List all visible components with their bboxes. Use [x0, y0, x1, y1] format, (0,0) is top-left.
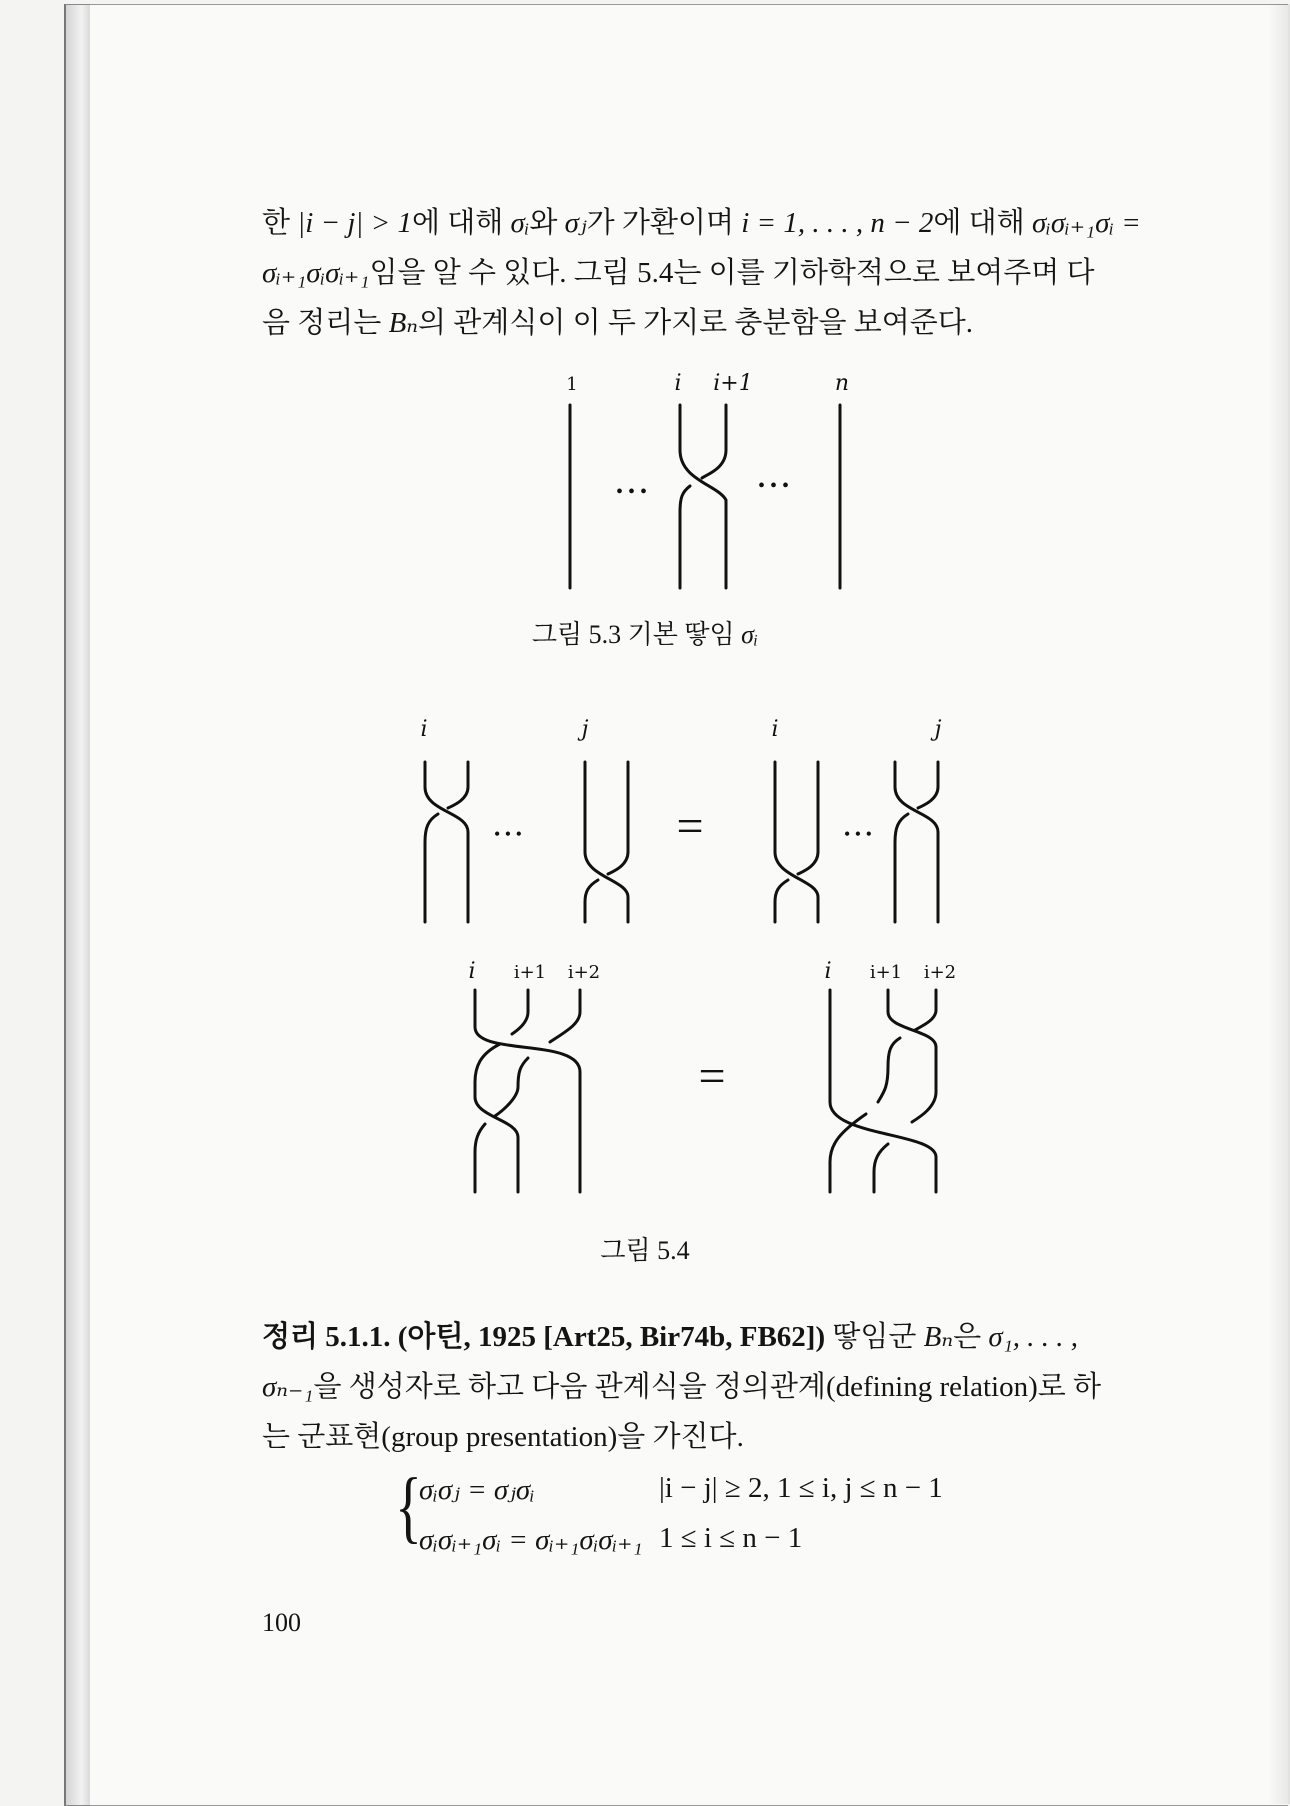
dots: • • • — [844, 824, 872, 844]
strand — [585, 762, 628, 922]
text: 을 생성자로 하고 다음 관계식을 정의관계(defining relation)로 하 — [313, 1371, 1101, 1403]
strand — [895, 762, 938, 922]
dots: • • • — [494, 824, 522, 844]
strand-label-i-plus-1: i+1 — [713, 371, 753, 396]
figure-5-4-caption: 그림 5.4 — [600, 1236, 690, 1265]
strand-label-i: i — [674, 371, 682, 396]
math-inline: Bₙ — [388, 307, 419, 339]
text: 의 관계식이 이 두 가지로 충분함을 보여준다. — [418, 307, 974, 339]
strand — [475, 990, 580, 1192]
caption-math: σᵢ — [741, 620, 759, 649]
paragraph-line-2 — [262, 248, 1162, 298]
strand-crossing-under — [680, 405, 726, 588]
math-inline: Bₙ — [923, 1321, 954, 1353]
label-i: i — [420, 717, 428, 742]
text: 은 — [953, 1321, 989, 1353]
paragraph-line-3 — [262, 298, 1162, 348]
strand — [830, 990, 936, 1192]
math-inline: σᵢ₊₁σᵢσᵢ₊₁ — [262, 257, 370, 289]
strand — [895, 762, 938, 922]
figure-5-4 — [400, 712, 1020, 1212]
math-inline: σ₁, . . . , — [988, 1321, 1079, 1353]
text: 에 대해 — [411, 207, 511, 239]
page-number: 100 — [262, 1608, 301, 1637]
strand — [475, 990, 580, 1192]
equals-sign: = — [676, 800, 704, 853]
strand-label-n: n — [834, 371, 850, 396]
figure-5-3 — [540, 360, 860, 600]
strand — [775, 762, 818, 922]
math-inline: i = 1, . . . , n − 2 — [741, 207, 934, 239]
theorem-line-1 — [262, 1312, 1162, 1362]
relation-condition: |i − j| ≥ 2, 1 ≤ i, j ≤ n − 1 — [659, 1472, 943, 1504]
math-inline: σₙ₋₁ — [262, 1371, 314, 1403]
label-i: i — [468, 959, 476, 984]
figure-5-4-diagram — [400, 712, 1020, 1212]
label-j: j — [581, 717, 589, 742]
relation-equation: σᵢσᵢ₊₁σᵢ = σᵢ₊₁σᵢσᵢ₊₁ — [419, 1524, 643, 1556]
paragraph-line-1 — [262, 198, 1162, 248]
strand-crossing-over — [680, 405, 726, 588]
figure-5-3-diagram — [540, 360, 860, 600]
text: 가 가환이며 — [586, 207, 742, 239]
math-inline: σⱼ — [564, 207, 587, 239]
text: 임을 알 수 있다. 그림 5.4는 이를 기하학적으로 보여주며 다 — [369, 257, 1095, 289]
strand-label-1: 1 — [566, 374, 578, 395]
theorem-line-2 — [262, 1362, 1162, 1412]
strand — [585, 762, 628, 922]
strand — [475, 990, 528, 1192]
equals-sign: = — [698, 1050, 726, 1103]
math-inline: σᵢσᵢ₊₁σᵢ = — [1031, 207, 1141, 239]
caption-text: 그림 5.3 기본 땋임 — [531, 620, 742, 649]
text: 와 — [529, 207, 565, 239]
dots-right: • • • — [758, 475, 790, 497]
relation-equation: σᵢσⱼ = σⱼσᵢ — [419, 1474, 535, 1506]
left-brace: { — [395, 1463, 422, 1551]
strand — [425, 762, 468, 922]
strand — [425, 762, 468, 922]
relation-condition: 1 ≤ i ≤ n − 1 — [659, 1522, 803, 1554]
dots-left: • • • — [616, 481, 648, 503]
page-shadow — [1268, 4, 1290, 1804]
figure-5-3-caption — [0, 614, 1290, 651]
theorem-heading: 정리 5.1.1. (아틴, 1925 [Art25, Bir74b, FB62]) — [262, 1321, 826, 1353]
label-i-plus-1: i+1 — [513, 962, 547, 983]
label-j: j — [934, 717, 942, 742]
math-inline: σᵢ — [510, 207, 530, 239]
label-i-plus-2: i+2 — [567, 962, 601, 983]
math-inline: |i − j| > 1 — [297, 207, 412, 239]
label-i: i — [824, 959, 832, 984]
label-i-plus-1: i+1 — [869, 962, 903, 983]
text: 에 대해 — [933, 207, 1032, 239]
text: 한 — [262, 207, 298, 239]
theorem-line-3 — [262, 1412, 1162, 1462]
label-i-plus-2: i+2 — [923, 962, 957, 983]
text: 땋임군 — [825, 1321, 924, 1353]
text: 음 정리는 — [262, 307, 389, 339]
label-i: i — [771, 717, 779, 742]
strand — [775, 762, 818, 922]
text: 는 군표현(group presentation)을 가진다. — [262, 1421, 744, 1453]
